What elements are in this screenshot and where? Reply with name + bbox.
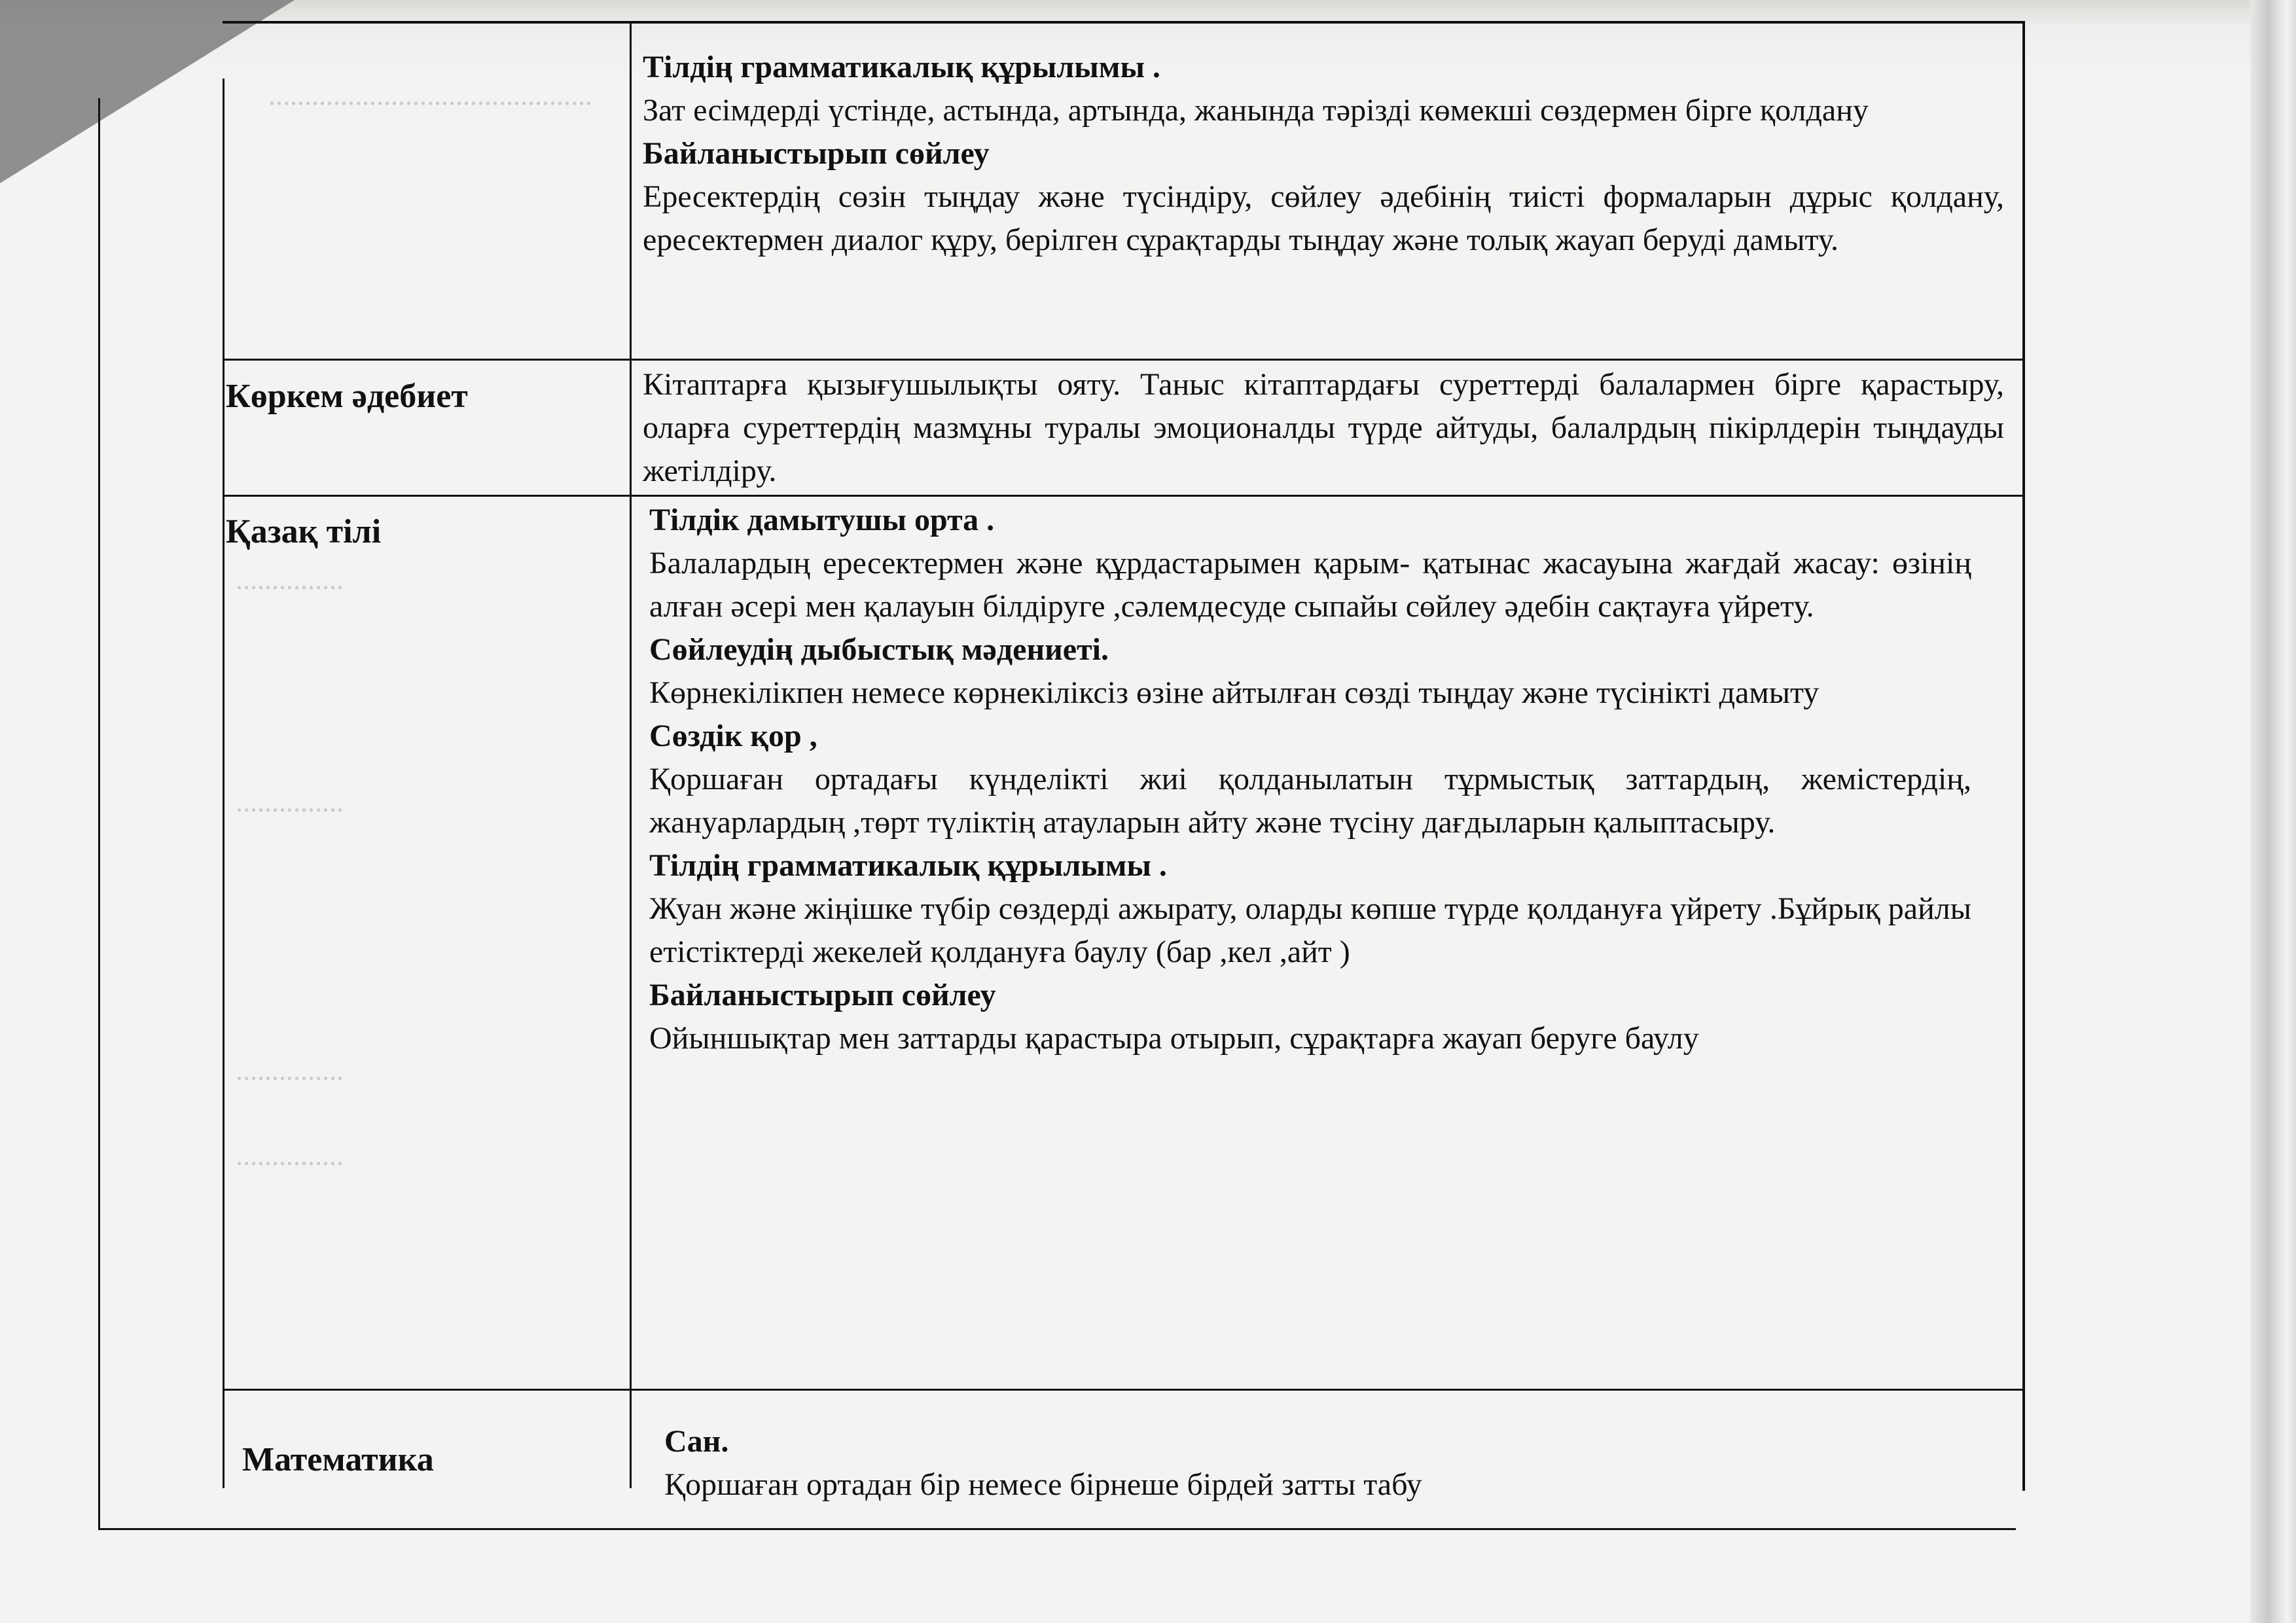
section-text: Балалардың ересектермен және құрдастарымен қарым- қатынас жасауына жағдай жасау: өзінің алған әсері мен қалауын білдіруге ,сәлемдесуде сыпайы сөйлеу әдебін сақтауға үйрету. bbox=[649, 546, 1971, 624]
section-text: Ересектердің сөзін тыңдау және түсіндіру, сөйлеу әдебінің тиісті формаларын дұрыс қолдану, ересектермен диалог құру, берілген сұрақтарды тыңдау және толық жауап беруді дамыту. bbox=[643, 179, 2004, 257]
section-text: Зат есімдерді үстінде, астында, артында, жанында тәрізді көмекші сөздермен бірге қолдану bbox=[643, 93, 1869, 128]
row-divider bbox=[223, 1389, 2024, 1391]
subject-label: Қазақ тілі bbox=[226, 513, 382, 550]
row-1-content bbox=[643, 46, 2004, 262]
section-heading: Сөздік қор , bbox=[649, 719, 817, 753]
section-heading: Сан. bbox=[664, 1424, 729, 1459]
subject-label: Математика bbox=[242, 1441, 434, 1478]
section-heading: Сөйлеудің дыбыстық мәдениеті. bbox=[649, 632, 1109, 667]
section-text: Ойыншықтар мен заттарды қарастыра отырып, сұрақтарға жауап беруге баулу bbox=[649, 1021, 1699, 1056]
section-heading: Байланыстырып сөйлеу bbox=[643, 136, 990, 171]
show-through-text: ............... bbox=[236, 786, 344, 818]
row-divider bbox=[223, 359, 2024, 361]
show-through-text: ............... bbox=[236, 1054, 344, 1086]
row-divider bbox=[223, 495, 2024, 497]
section-text: Кітаптарға қызығушылықты ояту. Таныс кітаптардағы суреттерді балалармен бірге қарастыру, оларға суреттердің мазмұны туралы эмоционалды түрде айтуды, балалрдың пікірлдерін тыңдауды жетілдіру. bbox=[643, 367, 2004, 488]
section-text: Жуан және жіңішке түбір сөздерді ажырату, оларды көпше түрде қолдануға үйрету .Бұйрық райлы етістіктерді жекелей қолдануға баулу (бар ,кел ,айт ) bbox=[649, 891, 1971, 969]
table-left-border bbox=[223, 79, 224, 1488]
table-column-divider bbox=[630, 21, 632, 1488]
section-heading: Тілдік дамытушы орта . bbox=[649, 503, 995, 537]
section-heading: Тілдің грамматикалық құрылымы . bbox=[643, 50, 1160, 84]
outer-left-border bbox=[98, 98, 100, 1530]
page-edge bbox=[2250, 0, 2296, 1623]
section-text: Қоршаған ортадағы күнделікті жиі қолданылатын тұрмыстық заттардың, жемістердің, жануарлардың ,төрт түліктің атауларын айту және түсіну дағдыларын қалыптасыру. bbox=[649, 762, 1971, 840]
section-heading: Байланыстырып сөйлеу bbox=[649, 978, 996, 1012]
show-through-text: ............................................. bbox=[268, 79, 592, 111]
row-2-content bbox=[643, 363, 2004, 493]
row-4-content bbox=[664, 1420, 1986, 1507]
subject-label: Көркем әдебиет bbox=[226, 378, 468, 415]
table-bottom-border bbox=[98, 1528, 2016, 1530]
table-right-border bbox=[2022, 21, 2024, 1488]
section-heading: Тілдің грамматикалық құрылымы . bbox=[649, 848, 1167, 883]
section-text: Қоршаған ортадан бір немесе бірнеше бірдей затты табу bbox=[664, 1467, 1422, 1502]
section-text: Көрнекілікпен немесе көрнекіліксіз өзіне айтылған сөзді тыңдау және түсінікті дамыту bbox=[649, 675, 1820, 710]
row-3-content bbox=[649, 499, 1971, 1060]
show-through-text: ............... bbox=[236, 563, 344, 596]
show-through-text: ............... bbox=[236, 1139, 344, 1171]
